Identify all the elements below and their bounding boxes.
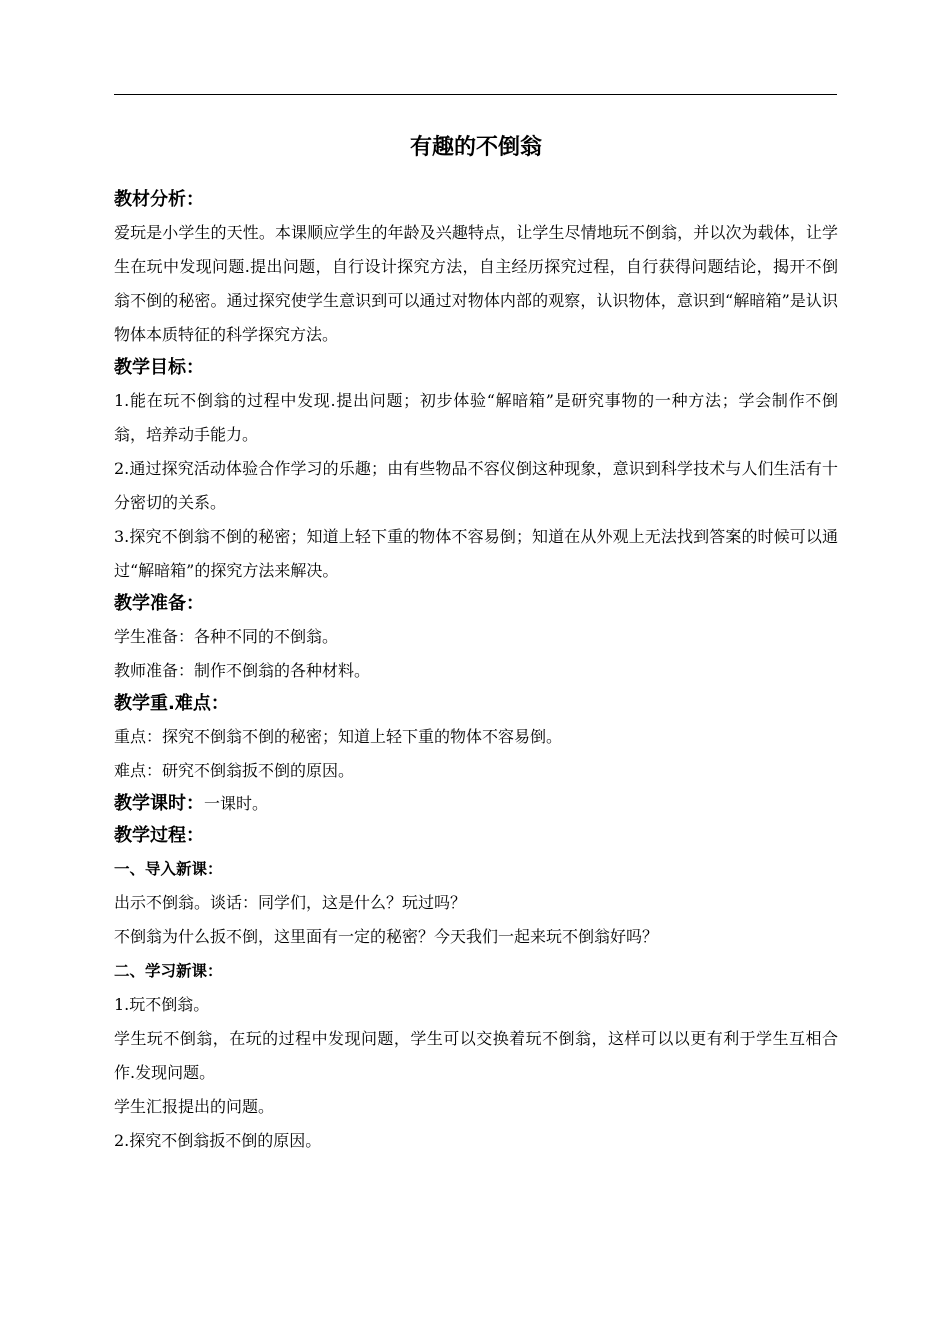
duration-heading: 教学课时： [114,793,204,814]
duration-line [114,788,838,820]
intro-item: 出示不倒翁。谈话：同学们，这是什么？玩过吗？ [114,893,467,912]
new-lesson-item: 2.探究不倒翁扳不倒的原因。 [114,1131,322,1150]
preparation-item: 学生准备：各种不同的不倒翁。 [114,627,339,646]
section-analysis [114,184,838,352]
key-point-item: 难点：研究不倒翁扳不倒的原因。 [114,761,355,780]
key-point-item: 重点：探究不倒翁不倒的秘密；知道上轻下重的物体不容易倒。 [114,727,563,746]
goal-item: 2.通过探究活动体验合作学习的乐趣；由有些物品不容仪倒这种现象，意识到科学技术与人们生活有十分密切的关系。 [114,459,838,512]
analysis-heading: 教材分析： [114,189,204,210]
new-lesson-item: 学生汇报提出的问题。 [114,1097,275,1116]
duration-text: 一课时。 [204,794,269,813]
new-lesson-item: 学生玩不倒翁，在玩的过程中发现问题，学生可以交换着玩不倒翁，这样可以以更有利于学生互相合作.发现问题。 [114,1029,838,1082]
intro-subheading: 一、导入新课： [114,860,223,878]
section-process [114,820,838,1158]
section-key-points [114,688,838,788]
goals-heading: 教学目标： [114,357,204,378]
section-preparation [114,588,838,688]
preparation-item: 教师准备：制作不倒翁的各种材料。 [114,661,371,680]
process-heading: 教学过程： [114,825,204,846]
goal-item: 3.探究不倒翁不倒的秘密；知道上轻下重的物体不容易倒；知道在从外观上无法找到答案的时候可以通过“解暗箱”的探究方法来解决。 [114,527,838,580]
new-lesson-item: 1.玩不倒翁。 [114,995,210,1014]
new-lesson-subheading: 二、学习新课： [114,962,223,980]
header-rule [114,94,837,95]
document-page [114,126,838,1158]
goal-item: 1.能在玩不倒翁的过程中发现.提出问题；初步体验“解暗箱”是研究事物的一种方法；学会制作不倒翁，培养动手能力。 [114,391,838,444]
section-duration [114,788,838,820]
intro-item: 不倒翁为什么扳不倒，这里面有一定的秘密？今天我们一起来玩不倒翁好吗？ [114,927,659,946]
analysis-text: 爱玩是小学生的天性。本课顺应学生的年龄及兴趣特点，让学生尽情地玩不倒翁，并以次为载体，让学生在玩中发现问题.提出问题，自行设计探究方法，自主经历探究过程，自行获得问题结论，揭开不倒翁不倒的秘密。通过探究使学生意识到可以通过对物体内部的观察，认识物体，意识到“解暗箱”是认识物体本质特征的科学探究方法。 [114,223,838,344]
document-title: 有趣的不倒翁 [409,135,542,160]
section-goals [114,352,838,588]
preparation-heading: 教学准备： [114,593,204,614]
key-points-heading: 教学重.难点： [114,693,229,714]
